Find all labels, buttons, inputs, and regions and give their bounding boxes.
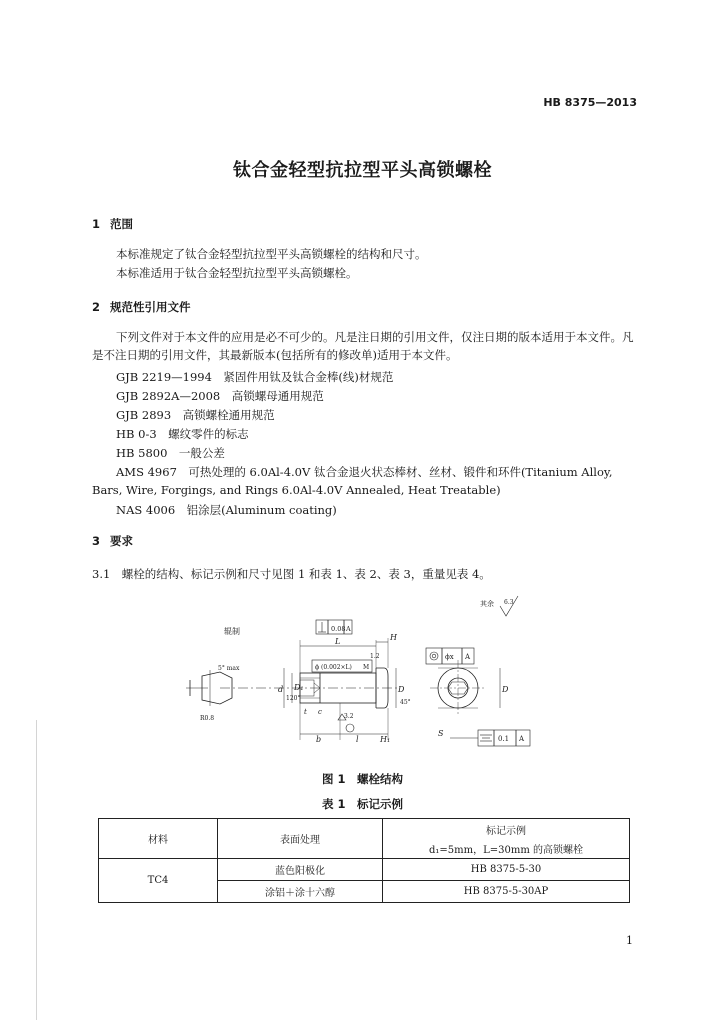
cell-surface: 蓝色阳极化	[218, 859, 383, 881]
dim-H: H	[390, 633, 397, 642]
section-2-heading	[92, 299, 191, 315]
page-number: 1	[626, 934, 633, 947]
section-number: 2	[92, 300, 101, 314]
reference-item: HB 0-3 螺纹零件的标志	[116, 427, 249, 441]
table-row	[99, 859, 630, 881]
flatness-tolerance: 0.08	[331, 625, 346, 633]
paragraph: 下列文件对于本文件的应用是必不可少的。凡是注日期的引用文件，仅注日期的版本适用于本文件。凡是不注日期的引用文件，其最新版本(包括所有的修改单)适用于本文件。	[92, 330, 634, 362]
datum-label: A	[519, 735, 525, 743]
section-title: 要求	[110, 534, 133, 548]
figure-caption: 图 1 螺栓结构	[321, 772, 403, 786]
dim-D1: D₁	[294, 683, 304, 692]
datum-label: A	[465, 653, 471, 661]
header-example-title: 标记示例	[486, 825, 526, 837]
dim-S: S	[438, 729, 444, 738]
radius-label: R0.8	[200, 715, 215, 722]
cell-marking: HB 8375-5-30AP	[383, 881, 630, 903]
dim-t: t	[304, 708, 307, 716]
head-angle: 45°	[400, 699, 411, 706]
roughness-note: 其余	[480, 600, 494, 608]
reference-item: GJB 2893 高锁螺栓通用规范	[116, 408, 275, 422]
dim-l: l	[356, 735, 359, 744]
datum-label: A	[346, 625, 351, 633]
section-title: 规范性引用文件	[110, 300, 191, 314]
chamfer-angle: 120°	[286, 695, 301, 702]
cell-surface: 涂铝＋涂十六醇	[218, 881, 383, 903]
roll-label: 辊制	[224, 627, 240, 636]
header-example	[383, 819, 630, 859]
position-tolerance: ϕ (0.002×L)	[315, 664, 352, 671]
standard-number: HB 8375—2013	[543, 96, 637, 109]
reference-item: AMS 4967 可热处理的 6.0Al-4.0V 钛合金退火状态棒材、丝材、锻件和环件(Titanium Alloy, Bars, Wire, Forgings, and Rings 6.0Al-4.0V Annealed, Heat Treatable)	[92, 465, 613, 497]
reference-item: GJB 2219—1994 紧固件用钛及钛合金棒(线)材规范	[116, 370, 394, 384]
marking-table	[98, 818, 630, 903]
section-number: 1	[92, 217, 101, 231]
dim-k: 1.2	[370, 653, 380, 660]
header-surface: 表面处理	[218, 819, 383, 859]
bolt-drawing	[180, 590, 550, 755]
dim-b: b	[316, 735, 322, 744]
angle-label: 5° max	[218, 665, 240, 672]
document-title: 钛合金轻型抗拉型平头高锁螺栓	[233, 160, 492, 181]
paragraph-3-1: 3.1 螺栓的结构、标记示例和尺寸见图 1 和表 1、表 2、表 3，重量见表 4。	[92, 567, 491, 581]
paragraph: 本标准适用于钛合金轻型抗拉型平头高锁螺栓。	[116, 266, 358, 280]
roughness-32: 3.2	[344, 713, 354, 720]
reference-item: GJB 2892A—2008 高锁螺母通用规范	[116, 389, 324, 403]
header-material: 材料	[99, 819, 218, 859]
header-example-sub: d₁=5mm，L=30mm 的高锁螺栓	[428, 844, 583, 856]
flatness-symbol-icon	[318, 622, 326, 632]
dim-d: d	[278, 685, 284, 694]
roughness-value: 6.3	[504, 599, 514, 606]
scan-edge	[36, 720, 37, 1020]
section-title: 范围	[110, 217, 133, 231]
cell-material: TC4	[99, 859, 218, 903]
cell-marking: HB 8375-5-30	[383, 859, 630, 881]
paragraph: 本标准规定了钛合金轻型抗拉型平头高锁螺栓的结构和尺寸。	[116, 247, 427, 261]
reference-item: HB 5800 一般公差	[116, 446, 225, 460]
dim-c: c	[318, 708, 322, 716]
coax-tolerance: ϕx	[445, 653, 454, 661]
dim-D: D	[398, 685, 405, 694]
dim-L: L	[335, 637, 341, 646]
sym-tolerance: 0.1	[498, 735, 510, 743]
coaxiality-symbol-icon	[430, 652, 438, 660]
dim-H1: H₁	[380, 735, 391, 744]
section-1-heading	[92, 216, 133, 232]
symmetry-symbol-icon	[480, 735, 492, 741]
dim-end-D: D	[502, 685, 509, 694]
table-caption: 表 1 标记示例	[321, 797, 403, 811]
section-3-heading	[92, 533, 133, 549]
reference-item: NAS 4006 铝涂层(Aluminum coating)	[116, 503, 337, 517]
section-number: 3	[92, 534, 101, 548]
mmc-label: M	[363, 664, 370, 671]
